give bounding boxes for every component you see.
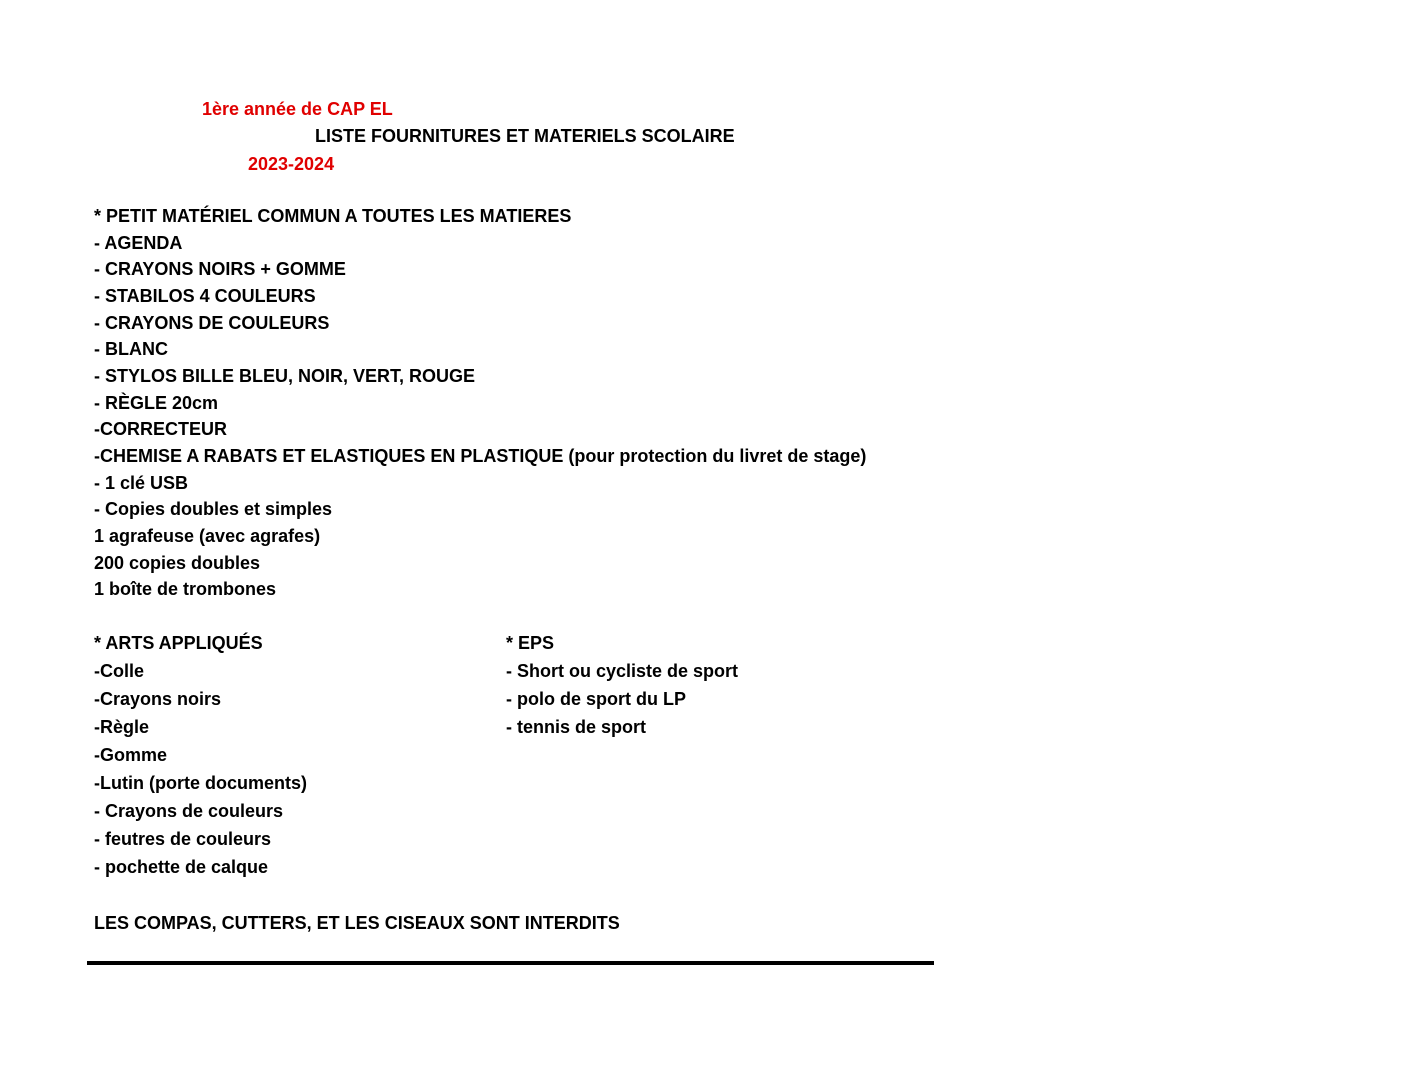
list-item: -Crayons noirs [94,689,222,709]
list-item: - Crayons de couleurs [94,801,284,821]
class-label: 1ère année de CAP EL [202,99,393,119]
list-item: -CHEMISE A RABATS ET ELASTIQUES EN PLASTIQUE (pour protection du livret de stage) [94,446,867,466]
eps-section-heading: * EPS [506,633,555,653]
arts-section-heading: * ARTS APPLIQUÉS [94,633,263,653]
school-year: 2023-2024 [248,154,335,174]
list-item: 1 agrafeuse (avec agrafes) [94,526,321,546]
list-item: - CRAYONS DE COULEURS [94,313,330,333]
list-item: - RÈGLE 20cm [94,393,219,413]
list-item: 200 copies doubles [94,553,261,573]
forbidden-items-note: LES COMPAS, CUTTERS, ET LES CISEAUX SONT INTERDITS [94,913,620,933]
common-section-heading: * PETIT MATÉRIEL COMMUN A TOUTES LES MATIERES [94,206,572,226]
list-item: - Copies doubles et simples [94,499,333,519]
list-item: -Règle [94,717,150,737]
list-item: - polo de sport du LP [506,689,686,709]
list-item: - BLANC [94,339,168,359]
list-item: - STABILOS 4 COULEURS [94,286,316,306]
list-item: -Colle [94,661,145,681]
list-item: - feutres de couleurs [94,829,272,849]
list-item: - CRAYONS NOIRS + GOMME [94,259,346,279]
list-item: -Gomme [94,745,168,765]
list-item: - AGENDA [94,233,183,253]
bottom-divider [87,961,934,965]
list-item: - Short ou cycliste de sport [506,661,739,681]
list-item: 1 boîte de trombones [94,579,277,599]
list-item: - STYLOS BILLE BLEU, NOIR, VERT, ROUGE [94,366,476,386]
list-item: -Lutin (porte documents) [94,773,307,793]
list-item: - tennis de sport [506,717,647,737]
page-title: LISTE FOURNITURES ET MATERIELS SCOLAIRE [315,126,735,146]
list-item: - 1 clé USB [94,473,189,493]
list-item: - pochette de calque [94,857,269,877]
list-item: -CORRECTEUR [94,419,227,439]
